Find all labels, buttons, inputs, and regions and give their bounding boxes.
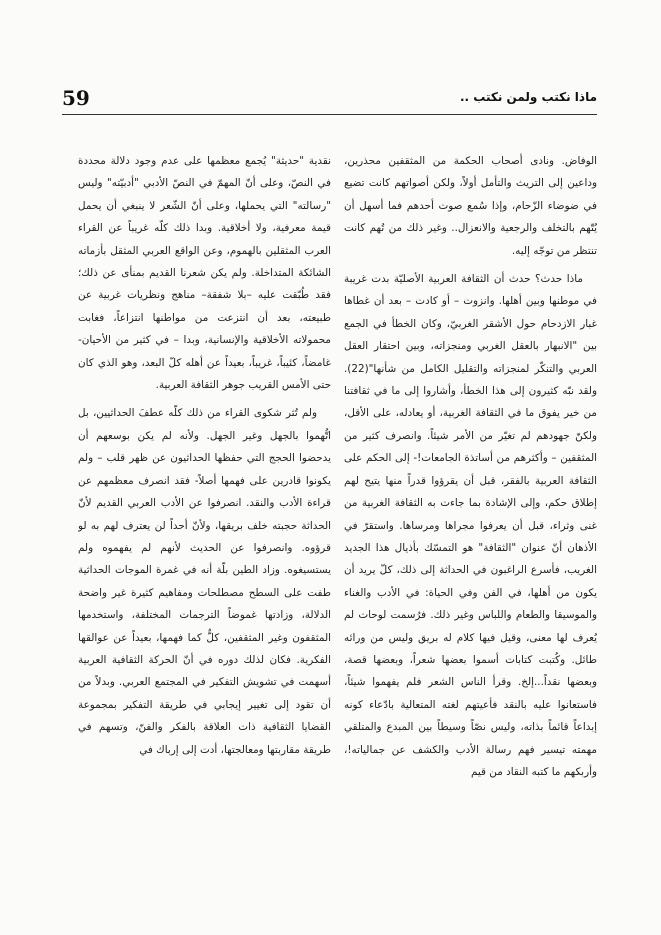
running-title: ماذا نكتب ولمن نكتب .. xyxy=(459,90,597,104)
paragraph: ماذا حدث؟ حدث أن الثقافة العربية الأصليّة بدت غريبة في موطنها وبين أهلها. وانزوت – أو كادت – بعد أن غطاها غبار الازدحام حول الأشقر الغربيّ، وكان الخطأ في الجمع بين "الانبهار بالعقل الغربي ومنجزاته، وبين احتقار العقل العربي والتنكّر لمنجزاته والتقليل الكامل من شأنها"(22). ولقد نبّه كثيرون إلى هذا الخطأ، وأشاروا إلى ما في ثقافتنا من خير يفوق ما في الثقافة الغربية، أو يعادله، على الأقل، ولكنّ جهودهم لم تغيّر من الأمر شيئاً. وانصرف كثير من المثقفين – وأكثرهم من أساتذة الجامعات!- إلى الحكم على الثقافة العربية بالفقر، قبل أن يقرؤوا قدراً منها يتيح لهم إطلاق حكم، وإلى الإشادة بما جاءت به الثقافة الغربية من غنى وثراء، قبل أن يعرفوا مجراها ومرساها. واستقرّ في الأذهان أنّ عنوان "الثقافة" هو التمسّك بأذيال هذا الجديد الغريب، فأسرع الراغبون في الحداثة إلى ذلك، كلّ يريد أن يكون من أهلها، في الفن وفي الحياة: في الأدب والغناء والموسيقا والطعام واللباس وغير ذلك. فرُسمت لوحات لم يُعرف لها معنى، وقيل فيها كلام له بريق وليس من ورائه طائل. وكُتبت كتابات أسموا بعضها شعراً، وبعضها قصة، وبعضها نقداً...إلخ. وقرأ الناس الشعر فلم يفهموا شيئاً، فاستعانوا عليه بالنقد فأعيتهم لغته المتعالية بادّعاء كونه إبداعاً قائماً بذاته، وليس نصّاً وسيطاً بين المبدع والمتلقي مهمته تيسير فهم رسالة الأدب والكشف عن جمالياته!، وأربكهم ما كتبه النقاد من قيم xyxy=(344,273,597,778)
left-column xyxy=(78,150,331,880)
paragraph: الوفاض. ونادى أصحاب الحكمة من المثقفين محذرين، وداعين إلى التريث والتأمل أولاً، ولكن أصواتهم كانت تضيع في ضوضاء الزّحام، وإذا سُمع صوت أحدهم فما أسهل أن يُتّهم بالتخلف والرجعية والانعزال.. وغير ذلك من تُهم كانت تنتظر من توجّه إليه. xyxy=(344,155,597,257)
paragraph: نقدية "حديثة" يُجمع معظمها على عدم وجود دلالة محددة في النصّ، وعلى أنّ المهمّ في النصّ الأدبي "أدبيّته" وليس "رسالته" التي يحملها، وعلى أنّ الشّعر لا ينبغي أن يحمل قيمة معرفية، ولا أخلاقية. وبدا ذلك كلّه غريباً عن القراء العرب المثقلين بالهموم، وعن الواقع العربي المثقل بأزماته الشائكة المتداخلة. ولم يكن شعرنا القديم بمنأى عن ذلك؛ فقد طُبّقت عليه –بلا شفقة– مناهج ونظريات غربية عن طبيعته، بعد أن انتزعت من مواطنها انتزاعاً، فغابت محمولاته الأخلاقية والإنسانية، وبدا – في كثير من الأحيان- غامضاً، كئيباً، غريباً، بعيداً عن أهله كلّ البعد، وهو الذي كان حتى الأمس القريب جوهر الثقافة العربية. xyxy=(78,155,331,392)
page-number: 59 xyxy=(62,86,90,110)
header-rule xyxy=(62,114,597,115)
right-column xyxy=(344,150,597,880)
page-header xyxy=(62,86,597,114)
paragraph: ولم تُثر شكوى القراء من ذلك كلّه عطفَ الحداثيين، بل اتُّهموا بالجهل وغير الجهل. ولأنه لم يكن بوسعهم أن يدحضوا الحجج التي حفظها الحداثيون عن ظهر قلب – ولم يكونوا قادرين على فهمها أصلاً- فقد انصرف معظمهم عن قراءة الأدب والنقد. انصرفوا عن الأدب العربي القديم لأنّ الحداثة حجبته خلف بريقها، ولأنّ أحداً لن يعترف لهم به لو قرؤوه. وانصرفوا عن الحديث لأنهم لم يفهموه ولم يستسيغوه. وزاد الطين بلّة أنه في غمرة الموجات الحداثية طفت على السطح مصطلحات ومفاهيم كثيرة غير واضحة الدلالة، وزادتها غموضاً الترجمات المختلفة، واستخدمها المثقفون وغير المثقفين، كلٌّ كما فهمها، بعيداً عن عوالقها الفكرية. فكان لذلك دوره في أنّ الحركة الثقافية العربية أسهمت في تشويش التفكير في المجتمع العربي. وبدلاً من أن تقود إلى تغيير إيجابي في طريقة التفكير بمجموعة القضايا الثقافية ذات العلاقة بالفكر والفنّ، وتسهم في طريقة مقاربتها ومعالجتها، أدت إلى إرباك في xyxy=(78,407,331,756)
